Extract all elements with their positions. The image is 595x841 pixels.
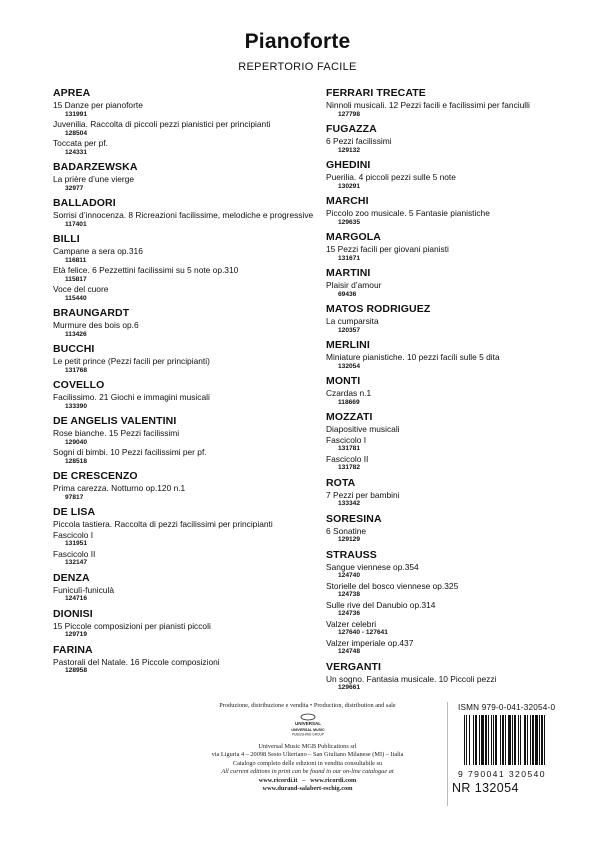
catalog-code: 130291 xyxy=(338,182,361,190)
composer-name: BRAUNGARDT xyxy=(53,307,130,319)
composer-entry xyxy=(326,410,586,473)
work-title: Ninnoli musicali. 12 Pezzi facili e facilissimi per fanciulli xyxy=(326,100,530,110)
work-title: Voce del cuore xyxy=(53,284,109,294)
work-title: 15 Piccole composizioni per pianisti piccoli xyxy=(53,620,211,631)
work-title: Puerilia. 4 piccoli pezzi sulle 5 note xyxy=(326,172,456,182)
catalog-code: 116811 xyxy=(65,256,87,264)
work-title: Sorrisi d’innocenza. 8 Ricreazioni facilissime, melodiche e progressive xyxy=(53,210,314,220)
work-title: Sangue viennese op.354 xyxy=(326,561,419,572)
company-address: via Liguria 4 – 20098 Sesto Ulteriano – San Giuliano Milanese (MI) – Italia xyxy=(211,751,404,758)
work-title: Sogni di bimbi. 10 Pezzi facilissimi per pf. xyxy=(53,447,207,457)
work-title: Murmure des bois op.6 xyxy=(53,320,139,330)
composer-entry xyxy=(326,338,586,371)
composer-entry xyxy=(53,607,313,640)
page-title: Pianoforte xyxy=(244,30,351,53)
work-title: 6 Sonatine xyxy=(326,525,367,536)
work-title: Le petit prince (Pezzi facili per principianti) xyxy=(53,356,210,366)
composer-name: COVELLO xyxy=(53,379,105,391)
composer-entry xyxy=(326,230,586,263)
composer-entry xyxy=(53,378,313,411)
catalog-code: 97817 xyxy=(65,493,84,501)
work-title: Campane a sera op.316 xyxy=(53,246,143,256)
work-title: Piccolo zoo musicale. 5 Fantasie pianistiche xyxy=(326,208,490,218)
website-ricordi-com[interactable]: www.ricordi.com xyxy=(310,776,357,784)
composer-name: MATOS RODRIGUEZ xyxy=(326,303,431,315)
footer-divider xyxy=(447,702,448,806)
work-title: Toccata per pf. xyxy=(53,138,108,148)
composer-entry xyxy=(53,414,313,466)
barcode-number: 9 790041 320540 xyxy=(458,769,546,779)
composer-entry xyxy=(326,86,586,119)
work-title: 15 Danze per pianoforte xyxy=(53,100,143,110)
composer-entry xyxy=(326,512,586,545)
catalog-code: 129719 xyxy=(65,631,88,638)
catalog-code: 124331 xyxy=(65,148,88,156)
composer-entry xyxy=(53,505,313,568)
work-title: Pastorali del Natale. 16 Piccole composizioni xyxy=(53,656,220,667)
catalog-code: 69436 xyxy=(338,290,357,298)
work-title: Fascicolo II xyxy=(53,548,96,559)
work-title: La prière d’une vierge xyxy=(53,174,135,184)
composer-name: FUGAZZA xyxy=(326,123,377,135)
composer-entry xyxy=(53,86,313,157)
catalog-code: 131781 xyxy=(338,445,361,452)
work-title: Miniature pianistiche. 10 pezzi facili sulle 5 dita xyxy=(326,352,500,362)
composer-entry xyxy=(53,196,313,229)
composer-entry xyxy=(326,660,586,693)
catalog-code: 124716 xyxy=(65,595,88,602)
composer-name: DIONISI xyxy=(53,607,93,620)
composer-name: MARTINI xyxy=(326,267,371,279)
composer-name: BILLI xyxy=(53,233,80,245)
universal-music-logo-icon xyxy=(278,713,338,737)
catalog-code: 131951 xyxy=(65,540,88,547)
composer-name: MOZZATI xyxy=(326,411,373,423)
right-column xyxy=(326,86,586,693)
catalog-code: 129635 xyxy=(338,218,361,226)
composer-entry xyxy=(326,158,586,191)
composer-name: DE CRESCENZO xyxy=(53,470,138,482)
catalog-code: 124740 xyxy=(338,572,361,579)
ismn-code: ISMN 979-0-041-32054-0 xyxy=(458,703,556,712)
left-column xyxy=(53,86,313,676)
composer-name: MONTI xyxy=(326,375,361,387)
catalog-code: 127640 - 127641 xyxy=(338,629,388,636)
work-title: Sulle rive del Danubio op.314 xyxy=(326,599,436,610)
catalog-code: 131782 xyxy=(338,464,361,471)
composer-name: DE LISA xyxy=(53,506,96,518)
work-title: Piccola tastiera. Raccolta di pezzi facilissimi per principianti xyxy=(53,519,273,529)
composer-name: BUCCHI xyxy=(53,343,95,355)
composer-entry xyxy=(326,302,586,335)
work-title: Funiculì-funiculà xyxy=(53,584,114,595)
composer-name: SORESINA xyxy=(326,512,382,525)
composer-entry xyxy=(53,571,313,604)
composer-entry xyxy=(53,342,313,375)
catalog-code: 115817 xyxy=(65,275,87,283)
catalog-code: 131671 xyxy=(338,254,361,262)
composer-name: GHEDINI xyxy=(326,159,371,171)
composer-entry xyxy=(53,232,313,303)
catalog-code: 120357 xyxy=(338,326,361,334)
composer-entry xyxy=(326,374,586,407)
catalog-code: 128958 xyxy=(65,667,88,674)
composer-name: MARCHI xyxy=(326,195,369,207)
work-title: 7 Pezzi per bambini xyxy=(326,489,400,500)
production-line: Produzione, distribuzione e vendita • Production, distribution and sale xyxy=(219,702,396,709)
catalog-code: 32977 xyxy=(65,184,84,192)
catalog-code: 124748 xyxy=(338,648,361,655)
catalog-code: 133390 xyxy=(65,402,88,410)
catalog-code: 129129 xyxy=(338,536,361,543)
work-title: Facilissimo. 21 Giochi e immagini musicali xyxy=(53,392,210,402)
work-title: Fascicolo I xyxy=(53,529,94,540)
catalog-number: NR 132054 xyxy=(452,781,519,795)
catalog-code: 117401 xyxy=(65,220,87,228)
composer-name: VERGANTI xyxy=(326,660,382,673)
work-title: La cumparsita xyxy=(326,316,379,326)
work-title: Prima carezza. Notturno op.120 n.1 xyxy=(53,483,186,493)
work-title: Czardas n.1 xyxy=(326,388,372,398)
catalog-code: 129040 xyxy=(65,438,88,446)
composer-entry xyxy=(53,469,313,502)
catalog-code: 127798 xyxy=(338,110,361,118)
catalog-code: 115440 xyxy=(65,294,87,302)
composer-name: ROTA xyxy=(326,476,356,489)
logo-text-universal-music: UNIVERSAL MUSIC xyxy=(290,727,325,732)
catalog-code: 132147 xyxy=(65,559,88,566)
work-title: Rose bianche. 15 Pezzi facilissimi xyxy=(53,428,180,438)
company-name: Universal Music MGB Publications srl xyxy=(258,742,357,750)
work-title: Storielle del bosco viennese op.325 xyxy=(326,580,459,591)
catalog-code: 131991 xyxy=(65,110,88,118)
composer-name: APREA xyxy=(53,87,91,99)
website-ricordi-it[interactable]: www.ricordi.it xyxy=(258,776,298,784)
composer-entry xyxy=(53,160,313,193)
catalog-code: 124736 xyxy=(338,610,361,617)
work-title: Un sogno. Fantasia musicale. 10 Piccoli pezzi xyxy=(326,673,497,684)
page-subtitle: REPERTORIO FACILE xyxy=(238,61,357,73)
composer-name: FARINA xyxy=(53,643,93,656)
composer-name: FERRARI TRECATE xyxy=(326,87,426,99)
composer-entry xyxy=(326,548,586,657)
composer-name: BADARZEWSKA xyxy=(53,161,138,173)
composer-entry xyxy=(326,194,586,227)
composer-name: STRAUSS xyxy=(326,548,377,561)
work-title: Diapositive musicali xyxy=(326,424,400,434)
work-title: Juvenilia. Raccolta di piccoli pezzi pianistici per principianti xyxy=(53,119,271,129)
work-title: Età felice. 6 Pezzettini facilissimi su 5 note op.310 xyxy=(53,265,239,275)
composer-name: MARGOLA xyxy=(326,231,381,243)
composer-name: DE ANGELIS VALENTINI xyxy=(53,415,177,427)
work-title: Valzer imperiale op.437 xyxy=(326,637,414,648)
catalog-code: 124738 xyxy=(338,591,361,598)
catalog-code: 131768 xyxy=(65,366,88,374)
website-durand[interactable]: www.durand-salabert-eschig.com xyxy=(262,785,353,792)
composer-entry xyxy=(326,476,586,509)
catalog-note-en: All current editions in print can be found in our on-line catalogue at xyxy=(221,768,394,775)
composer-entry xyxy=(53,643,313,676)
catalog-code: 128504 xyxy=(65,129,88,137)
composer-entry xyxy=(326,266,586,299)
work-title: Fascicolo I xyxy=(326,434,367,445)
composer-name: MERLINI xyxy=(326,339,370,351)
catalog-code: 118669 xyxy=(338,398,360,406)
composer-entry xyxy=(53,306,313,339)
composer-entry xyxy=(326,122,586,155)
composer-name: BALLADORI xyxy=(53,197,116,209)
catalog-code: 133342 xyxy=(338,500,361,507)
catalog-code: 129661 xyxy=(338,684,361,691)
work-title: 15 Pezzi facili per giovani pianisti xyxy=(326,244,449,254)
work-title: 6 Pezzi facilissimi xyxy=(326,136,392,146)
publisher-footer: Produzione, distribuzione e vendita • Production, distribution and sale UNIVERSAL UNIVERSAL MUSIC PUBLISHING GROUP Universal Music MGB Publications srl via Liguria 4 – 20098 Sesto Ulteriano – San Giuliano Milanese (MI) – Italia Catalogo completo delle edizioni in vendita consultabile su All current editions in print can be found in our on-line catalogue at www.ricordi.it – www.ricordi.com www.durand-salabert-eschig.com xyxy=(170,702,445,794)
work-title: Fascicolo II xyxy=(326,453,369,464)
work-title: Valzer celebri xyxy=(326,618,377,629)
logo-text-publishing-group: PUBLISHING GROUP xyxy=(291,732,324,736)
catalog-code: 113426 xyxy=(65,330,87,338)
catalog-code: 129132 xyxy=(338,146,361,154)
catalog-code: 132054 xyxy=(338,362,361,370)
logo-text-universal: UNIVERSAL xyxy=(294,720,321,726)
composer-name: DENZA xyxy=(53,571,90,584)
barcode-icon xyxy=(462,715,586,767)
catalog-note-it: Catalogo completo delle edizioni in vendita consultabile su xyxy=(232,759,383,767)
catalog-code: 128518 xyxy=(65,457,88,465)
work-title: Plaisir d’amour xyxy=(326,280,382,290)
